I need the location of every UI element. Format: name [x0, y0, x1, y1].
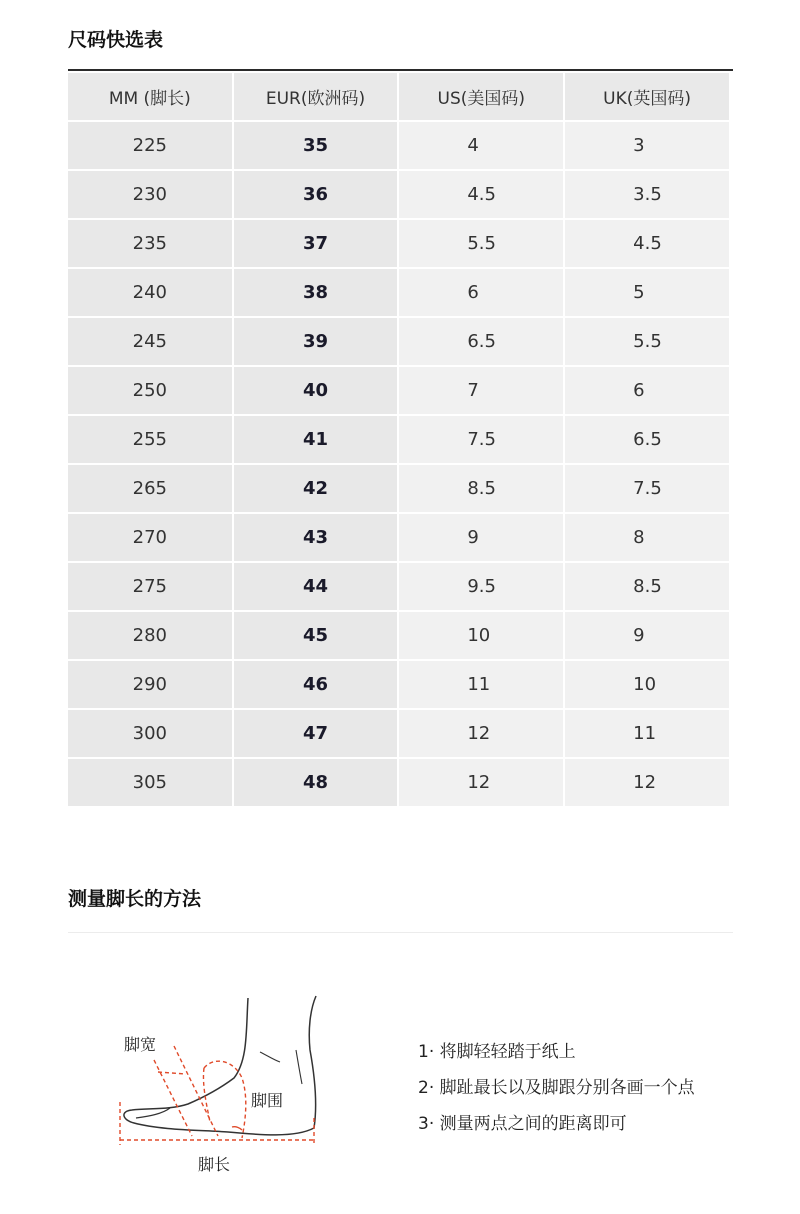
table-row: [68, 514, 729, 561]
cell-uk: 7.5: [565, 465, 729, 512]
cell-us: 12: [399, 710, 563, 757]
header-uk: UK(英国码): [565, 73, 729, 120]
cell-uk: 9: [565, 612, 729, 659]
cell-uk: 12: [565, 759, 729, 806]
foot-girth-label: 脚围: [251, 1091, 284, 1110]
cell-us: 10: [399, 612, 563, 659]
measure-steps: [418, 1040, 695, 1148]
cell-uk: 4.5: [565, 220, 729, 267]
table-row: [68, 318, 729, 365]
cell-uk: 6.5: [565, 416, 729, 463]
cell-uk: 5.5: [565, 318, 729, 365]
table-row: [68, 710, 729, 757]
cell-mm: 305: [68, 759, 232, 806]
cell-eur: 42: [234, 465, 398, 512]
cell-eur: 40: [234, 367, 398, 414]
table-row: [68, 269, 729, 316]
cell-mm: 300: [68, 710, 232, 757]
foot-length-label: 脚长: [198, 1155, 231, 1174]
measure-method-title: 测量脚长的方法: [68, 888, 202, 910]
step-2: 2· 脚趾最长以及脚跟分别各画一个点: [418, 1078, 695, 1098]
cell-mm: 270: [68, 514, 232, 561]
cell-eur: 48: [234, 759, 398, 806]
cell-eur: 39: [234, 318, 398, 365]
section-divider: [68, 932, 733, 933]
cell-mm: 280: [68, 612, 232, 659]
cell-mm: 225: [68, 122, 232, 169]
table-row: [68, 171, 729, 218]
cell-mm: 240: [68, 269, 232, 316]
step-3: 3· 测量两点之间的距离即可: [418, 1114, 627, 1134]
table-row: [68, 612, 729, 659]
cell-eur: 46: [234, 661, 398, 708]
cell-eur: 45: [234, 612, 398, 659]
cell-us: 7: [399, 367, 563, 414]
cell-eur: 35: [234, 122, 398, 169]
cell-us: 9.5: [399, 563, 563, 610]
cell-mm: 250: [68, 367, 232, 414]
cell-mm: 265: [68, 465, 232, 512]
cell-us: 5.5: [399, 220, 563, 267]
cell-mm: 235: [68, 220, 232, 267]
cell-mm: 245: [68, 318, 232, 365]
cell-us: 8.5: [399, 465, 563, 512]
cell-uk: 3: [565, 122, 729, 169]
cell-mm: 230: [68, 171, 232, 218]
cell-us: 6.5: [399, 318, 563, 365]
cell-uk: 5: [565, 269, 729, 316]
cell-uk: 10: [565, 661, 729, 708]
table-row: [68, 661, 729, 708]
step-1: 1· 将脚轻轻踏于纸上: [418, 1042, 576, 1062]
table-row: [68, 759, 729, 806]
size-chart-title: 尺码快选表: [68, 29, 164, 51]
cell-us: 4.5: [399, 171, 563, 218]
cell-mm: 255: [68, 416, 232, 463]
cell-mm: 290: [68, 661, 232, 708]
cell-uk: 6: [565, 367, 729, 414]
table-row: [68, 122, 729, 169]
table-row: [68, 416, 729, 463]
cell-uk: 8.5: [565, 563, 729, 610]
cell-us: 7.5: [399, 416, 563, 463]
cell-uk: 8: [565, 514, 729, 561]
cell-eur: 43: [234, 514, 398, 561]
header-us: US(美国码): [399, 73, 563, 120]
cell-mm: 275: [68, 563, 232, 610]
cell-us: 9: [399, 514, 563, 561]
table-header-row: [68, 73, 729, 120]
table-row: [68, 563, 729, 610]
cell-uk: 3.5: [565, 171, 729, 218]
cell-us: 6: [399, 269, 563, 316]
size-table: [66, 71, 731, 808]
table-row: [68, 220, 729, 267]
header-eur: EUR(欧洲码): [234, 73, 398, 120]
cell-eur: 44: [234, 563, 398, 610]
cell-eur: 41: [234, 416, 398, 463]
cell-eur: 37: [234, 220, 398, 267]
cell-us: 11: [399, 661, 563, 708]
cell-us: 12: [399, 759, 563, 806]
cell-eur: 47: [234, 710, 398, 757]
table-row: [68, 465, 729, 512]
cell-uk: 11: [565, 710, 729, 757]
cell-eur: 36: [234, 171, 398, 218]
header-mm: MM (脚长): [68, 73, 232, 120]
cell-eur: 38: [234, 269, 398, 316]
foot-width-label: 脚宽: [124, 1035, 157, 1054]
foot-measure-figure: [110, 990, 340, 1190]
cell-us: 4: [399, 122, 563, 169]
table-row: [68, 367, 729, 414]
